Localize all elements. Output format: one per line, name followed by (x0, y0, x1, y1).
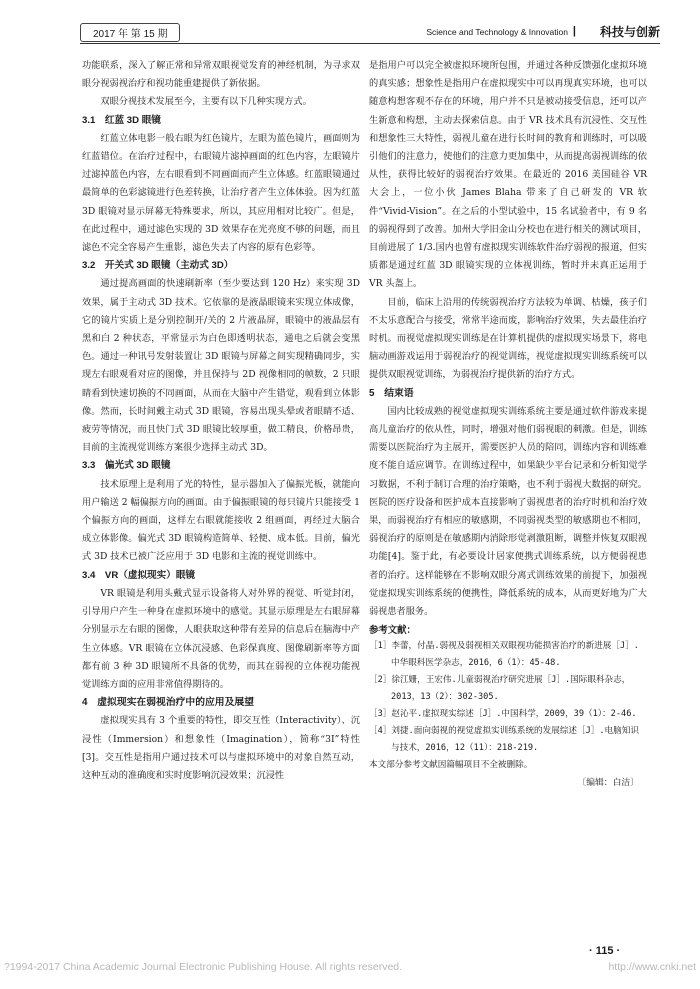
reference-note: 本文部分参考文献因篇幅项目不全被删除。 (369, 760, 533, 771)
editor-credit: 〔编辑：白洁〕 (577, 778, 639, 789)
subsection-heading: 3.4 VR（虚拟现实）眼镜 (82, 569, 196, 581)
journal-name-en: Science and Technology & Innovation (426, 27, 568, 37)
subsection-heading: 3.2 开关式 3D 眼镜（主动式 3D） (82, 260, 234, 272)
paragraph: 国内比较成熟的视觉虚拟现实训练系统主要是通过软件游戏来提高儿童治疗的依从性，同时，增强对他们弱视眼的刺激。但是，训练需要以医院治疗为主展开，需要医护人员的陪同，训练内容和训练难度不能自适应调节。在训练过程中，如果缺少平台记录和分析知觉学习数据，不利于制订合理的治疗策略，也不利于弱视大数据的研究。医院的医疗设备和医护成本直接影响了弱视患者的治疗时机和治疗效果，而弱视治疗有相应的敏感期，不同弱视类型的敏感期也不相同，弱视治疗的原则是在敏感期内消除形觉剥激阻断，调整并恢复双眼视功能[4]。鉴于此，有必要设计居家便携式训练系统，以方便弱视患者的治疗。这样能够在不影响双眼分离式训练效果的前提下，加强视觉虚拟现实训练系统的便携性，降低系统的成本，从而更好地为广大弱视患者服务。 (369, 405, 647, 618)
paragraph: VR 眼镜是利用头戴式显示设备将人对外界的视觉、听觉封闭，引导用户产生一种身在虚拟环境中的感觉。其显示原理是左右眼屏幕分别显示左右眼的图像，人眼获取这种带有差异的信息后在脑海中产生立体感。VR 眼镜在立体沉浸感、色彩保真度、图像刷新率等方面都有前 3 种 3D 眼镜所不具备的优势，而其在弱视的立体视功能视觉训练方面的应用非常值得期待的。 (82, 587, 360, 690)
paragraph: 目前，临床上沿用的传统弱视治疗方法较为单调、枯燥，孩子们不太乐意配合与接受，常常半途而废，影响治疗效果，失去最佳治疗时机。而视觉虚拟现实训练是在计算机提供的虚拟现实场景下，将电脑动画游戏运用于弱视治疗的视觉训练，视觉虚拟现实训练系统可以提供双眼视觉训练，为弱视治疗提供新的治疗方式。 (369, 296, 647, 381)
paragraph: 虚拟现实具有 3 个重要的特性，即交互性（Interactivity）、沉浸性（Immersion）和想象性（Imagination），简称“3I”特性[3]。交互性是指用户通过技术可以与虚拟环境中的对象自然互动，这种互动的准确度和实时度影响沉浸效果；沉浸性 (82, 715, 360, 781)
references-heading: 参考文献： (369, 624, 416, 636)
paragraph: 通过提高画面的快速刷新率（至少要达到 120 Hz）来实现 3D 效果，属于主动式 3D 技术。它依靠的是液晶眼镜来实现立体成像，它的镜片实质上是分别控制开/关的 2 片液晶屏，眼镜中的液晶层有黑和白 2 种状态，平常显示为白色即透明状态，通电之后就会变黑色。通过一种讯号发射装置让 3D 眼镜与屏幕之间实现精确同步，实现左右眼观看对应的图像，并且保持与 2D 视像相同的帧数，2 只眼睛看到快速切换的不同画面，从而在大脑中产生错觉，观看到立体影像。然而，长时间戴主动式 3D 眼镜，容易出现头晕或者眼睛不适、疲劳等情况，而且快门式 3D 眼镜比较厚重，做工精良，价格昂贵，目前的主流视觉训练方案很少选择主动式 3D。 (82, 278, 360, 454)
copyright-footer (4, 961, 696, 973)
reference-item: ［2］徐江姗，王宏伟.儿童弱视治疗研究进展［J］.国际眼科杂志，2013，13（2）：302-305. (369, 675, 631, 703)
section-heading: 5 结束语 (369, 387, 414, 399)
cnki-link[interactable]: http://www.cnki.net (608, 961, 696, 973)
running-header (80, 22, 660, 44)
page-number: · 115 · (589, 945, 621, 957)
right-column (369, 57, 647, 792)
paragraph: 双眼分视技术发展至今，主要有以下几种实现方式。 (100, 96, 312, 108)
journal-name-zh: 科技与创新 (599, 25, 660, 39)
section-heading: 4 虚拟现实在弱视治疗中的应用及展望 (82, 697, 254, 709)
left-column (82, 57, 360, 785)
reference-item: ［1］李蕾，付晶.弱视及弱视相关双眼视功能损害治疗的新进展［J］.中华眼科医学杂志，2016，6（1）：45-48. (369, 641, 639, 669)
paragraph: 技术原理上是利用了光的特性，显示器加入了偏振光板，就能向用户输送 2 幅偏振方向的画面。由于偏振眼镜的每只镜片只能接受 1 个偏振方向的画面，这样左右眼就能接收 2 组画面，再经过大脑合成立体影像。偏光式 3D 眼镜构造简单、轻便、成本低。目前，偏光式 3D 技术已被广泛应用于 3D 电影和主流的视觉训练中。 (82, 478, 360, 563)
copyright-text: ?1994-2017 China Academic Journal Electronic Publishing House. All rights reserved. (4, 961, 403, 973)
paragraph: 是指用户可以完全被虚拟环境所包围，并通过各种反馈强化虚拟环境的真实感；想象性是指用户在虚拟现实中可以再现真实环境，也可以随意构想客观不存在的环境，用户并不只是被动接受信息，还可以产生新意和构想，主动去探索信息。由于 VR 技术具有沉浸性、交互性和想象性三大特性，弱视儿童在进行长时间的教育和训练时，可以吸引他们的注意力，使他们的注意力更加集中，从而提高弱视训练的依从性，获得比较好的弱视治疗效果。在最近的 2016 美国硅谷 VR 大会上，一位小伙 James Blaha 带来了自己研发的 VR 软件“Vivid-Vision”。在之后的小型试验中，15 名试验者中，有 9 名的弱视得到了改善。加州大学旧金山分校也在进行相关的测试项目，目前进展了 1/3.国内也曾有虚拟现实训练软件治疗弱视的报道，但实质都是通过红蓝 3D 眼镜实现的立体视训练，暂时并未真正运用于 VR 头盔上。 (369, 60, 647, 290)
subsection-heading: 3.3 偏光式 3D 眼镜 (82, 460, 171, 472)
paragraph: 红蓝立体电影一般右眼为红色镜片，左眼为蓝色镜片，画面则为红蓝错位。在治疗过程中，右眼镜片滤掉画面的红色内容，左眼镜片过滤掉蓝色内容，左右眼看到不同画面而产生立体感。红蓝眼镜通过最简单的色彩滤镜进行色差转换，让治疗者产生立体体验。因为红蓝 3D 眼镜对显示屏幕无特殊要求，所以，其应用相对比较广。但是，在此过程中，通过滤色实现的 3D 效果存在光亮度不够的问题，而且滤色不完全容易产生重影，滤色失去了内容的原有色彩等。 (82, 132, 360, 254)
issue-label: 2017 年 第 15 期 (80, 23, 180, 42)
reference-item: ［4］刘捷.面向弱视的视觉虚拟实训练系统的发展综述［J］.电脑知识与技术，2016，12（11）：218-219. (369, 726, 639, 754)
reference-item: ［3］赵沁平.虚拟现实综述［J］.中国科学，2009，39（1）：2-46. (369, 709, 637, 720)
paragraph: 功能联系，深入了解正常和异常双眼视觉发育的神经机制，为寻求双眼分视弱视治疗和视功能重建提供了新依据。 (82, 60, 360, 90)
subsection-heading: 3.1 红蓝 3D 眼镜 (82, 114, 161, 126)
header-separator: | (572, 25, 576, 37)
